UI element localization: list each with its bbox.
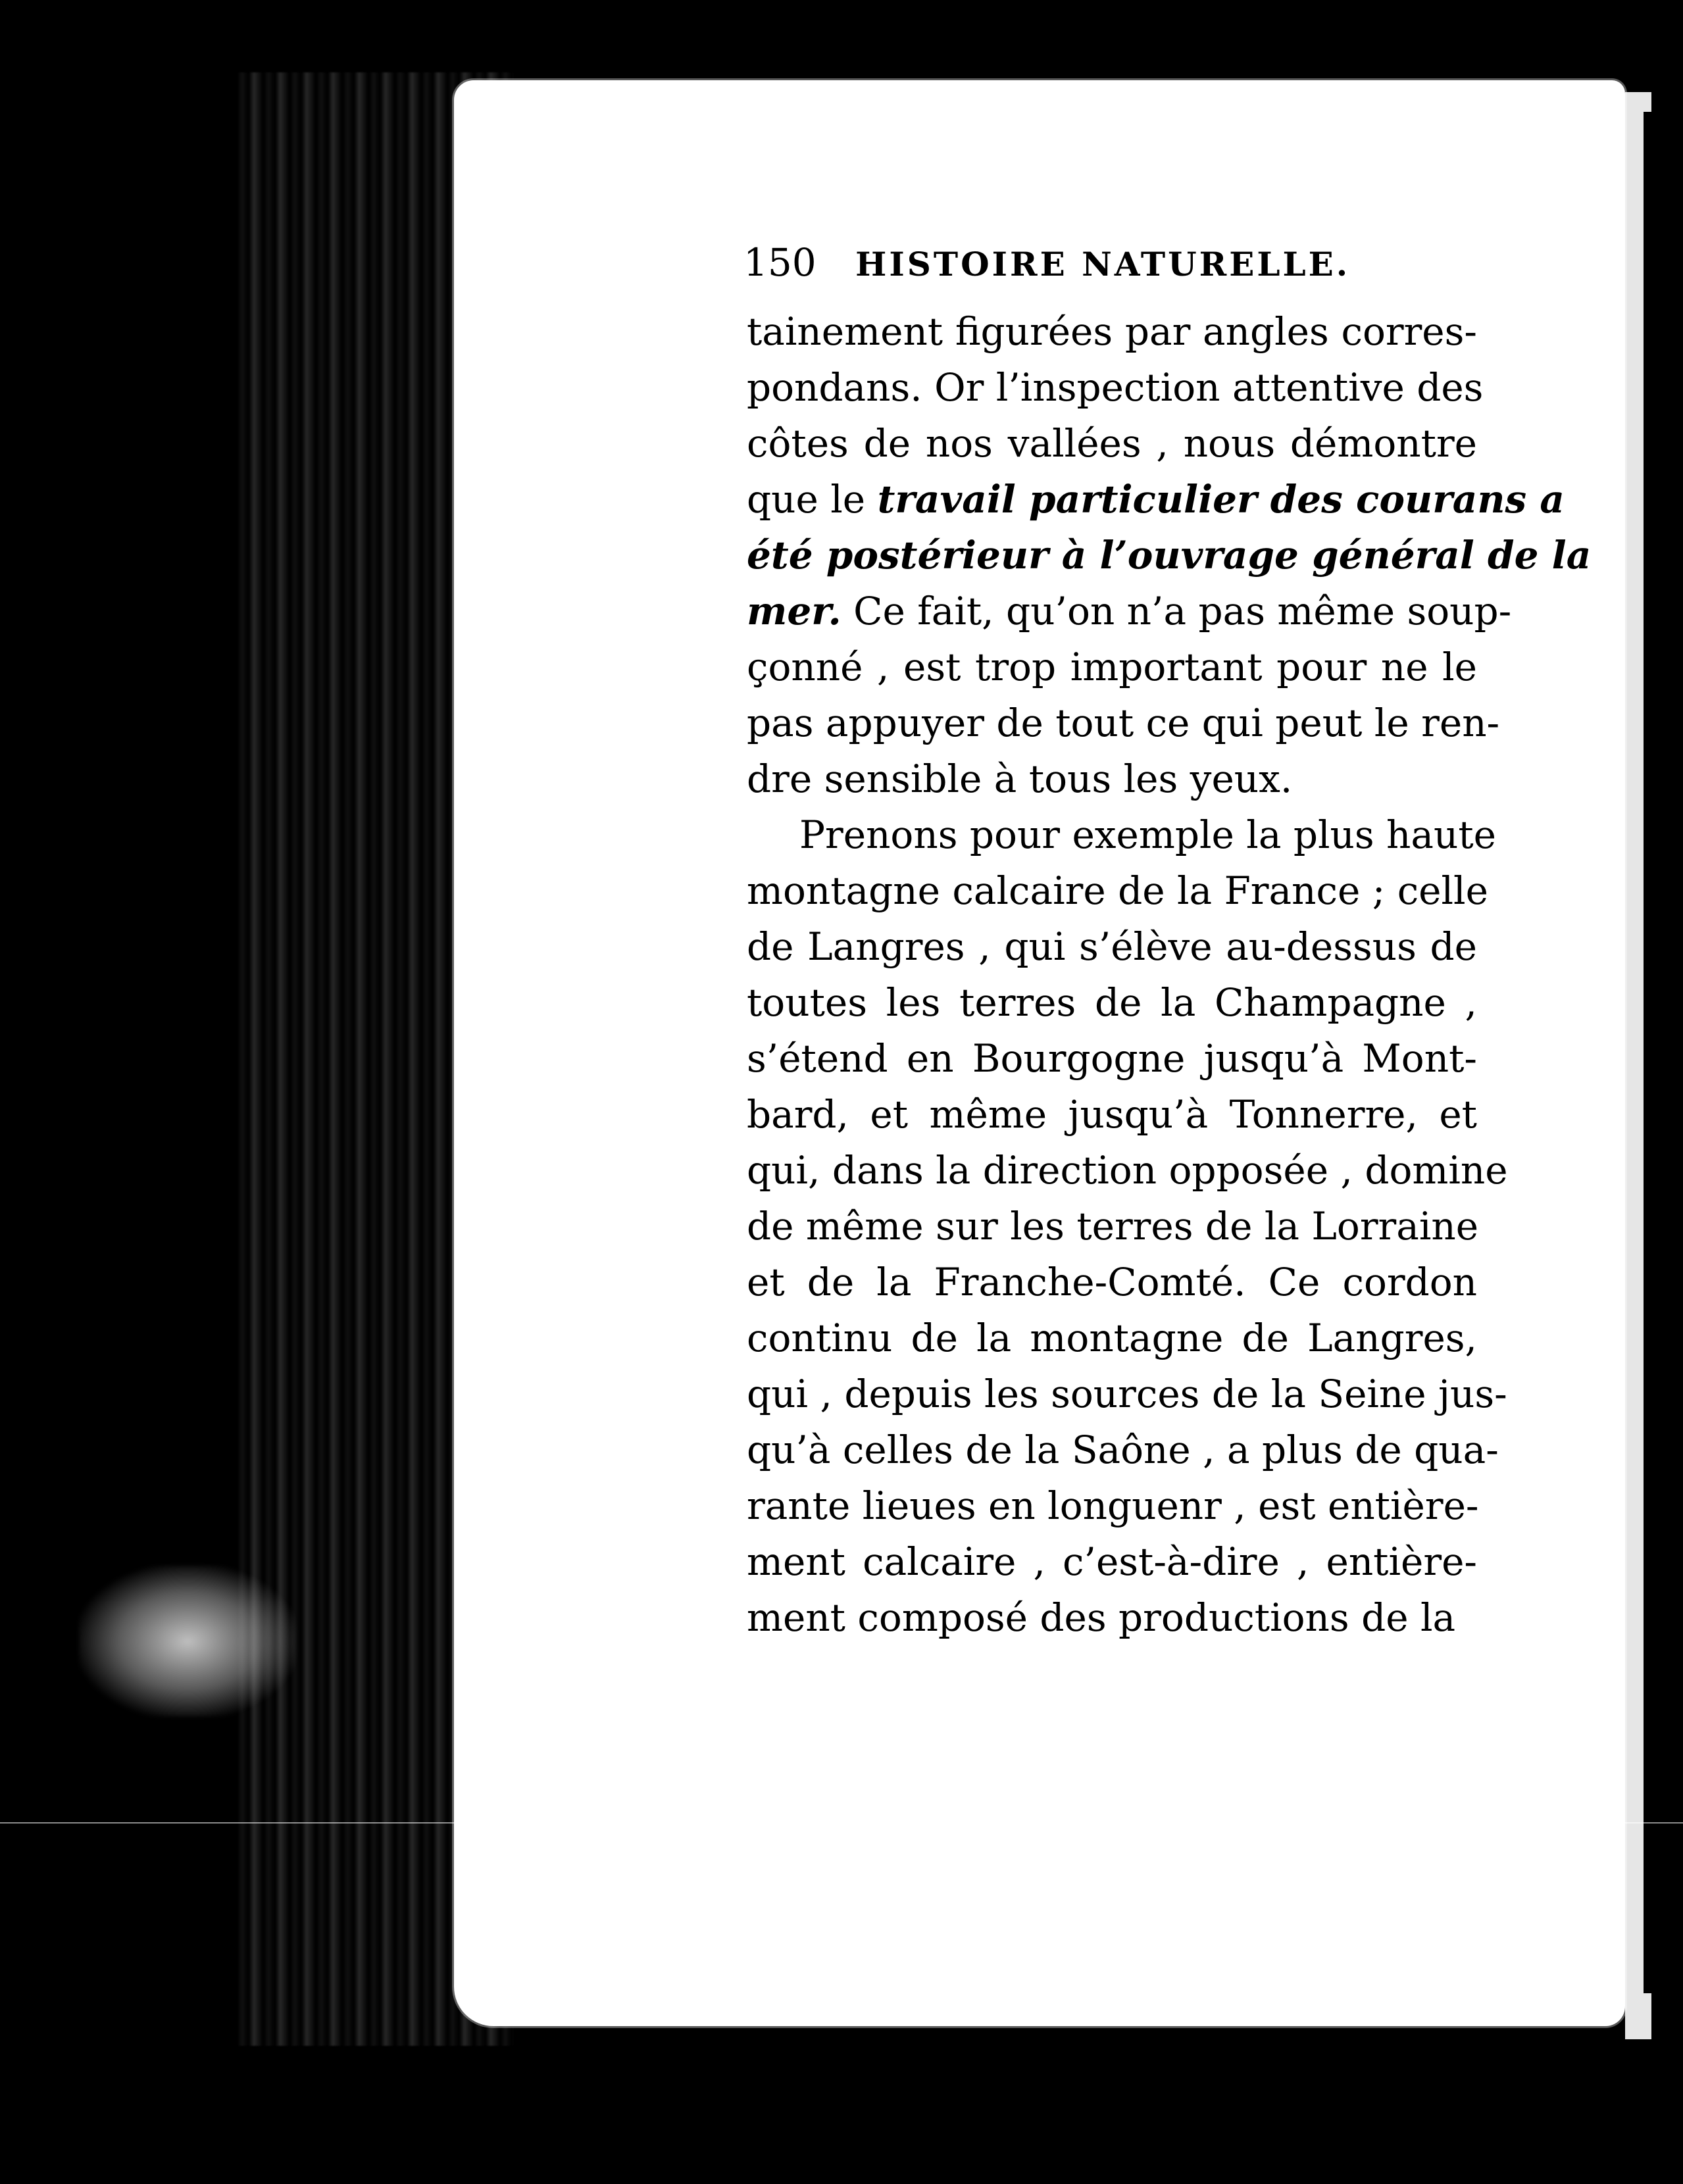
line-text: Prenons pour exemple la plus haute [799, 812, 1496, 857]
text-line [747, 751, 1477, 807]
line-text: pondans. Or l’inspection attentive des [747, 365, 1484, 410]
text-line [747, 528, 1592, 583]
text-line [747, 1087, 1477, 1143]
line-text: çonné , est trop important pour ne le [747, 645, 1477, 689]
text-line [747, 807, 1496, 863]
line-text: qu’à celles de la Saône , a plus de qua- [747, 1427, 1499, 1472]
line-text: de Langres , qui s’élève au-dessus de [747, 924, 1477, 969]
line-text: rante lieues en longuenr , est entière- [747, 1483, 1479, 1528]
line-text: que le [747, 477, 878, 522]
text-line [747, 1310, 1477, 1366]
binding-smudge [79, 1566, 296, 1717]
line-text: bard, et même jusqu’à Tonnerre, et [747, 1092, 1477, 1137]
page-number: 150 [743, 240, 816, 285]
body-text [747, 304, 1592, 1646]
italic-text: été postérieur à l’ouvrage général de la [747, 533, 1592, 578]
line-text: ment composé des productions de la [747, 1595, 1456, 1640]
text-line [747, 1031, 1477, 1087]
line-text: et de la Franche-Comté. Ce cordon [747, 1260, 1477, 1304]
line-text: toutes les terres de la Champagne , [747, 980, 1477, 1025]
text-line [747, 1478, 1477, 1534]
scan-artifact-line [0, 1822, 1683, 1824]
text-line [747, 304, 1477, 360]
line-text: côtes de nos vallées , nous démontre [747, 421, 1477, 466]
line-text: montagne calcaire de la France ; celle [747, 868, 1488, 913]
text-line [747, 975, 1477, 1031]
text-line [747, 1422, 1499, 1478]
text-line [747, 1534, 1477, 1590]
line-text: ment calcaire , c’est-à-dire , entière- [747, 1539, 1477, 1584]
line-text: tainement figurées par angles corres- [747, 309, 1477, 354]
text-line [747, 583, 1512, 639]
text-line [747, 639, 1477, 695]
line-text: s’étend en Bourgogne jusqu’à Mont- [747, 1036, 1477, 1081]
line-text: Ce fait, qu’on n’a pas même soup- [841, 589, 1512, 633]
text-line [747, 1590, 1477, 1646]
text-line [747, 695, 1500, 751]
text-line [747, 1254, 1477, 1310]
text-line [747, 1143, 1508, 1199]
running-title: HISTOIRE NATURELLE. [855, 245, 1351, 284]
line-text: continu de la montagne de Langres, [747, 1316, 1477, 1360]
italic-text: mer. [747, 589, 842, 633]
text-line [747, 472, 1565, 528]
scanner-margin [1644, 112, 1683, 1993]
line-text: dre sensible à tous les yeux. [747, 757, 1293, 801]
line-text: qui , depuis les sources de la Seine jus- [747, 1372, 1507, 1416]
line-text: pas appuyer de tout ce qui peut le ren- [747, 701, 1500, 745]
text-line [747, 919, 1477, 975]
text-line [747, 1366, 1507, 1422]
page-header [743, 240, 1500, 286]
text-line [747, 360, 1484, 416]
line-text: de même sur les terres de la Lorraine [747, 1204, 1479, 1249]
text-line [747, 863, 1488, 919]
line-text: qui, dans la direction opposée , domine [747, 1148, 1508, 1193]
text-line [747, 1199, 1477, 1254]
text-line [747, 416, 1477, 472]
italic-text: travail particulier des courans a [877, 477, 1565, 522]
